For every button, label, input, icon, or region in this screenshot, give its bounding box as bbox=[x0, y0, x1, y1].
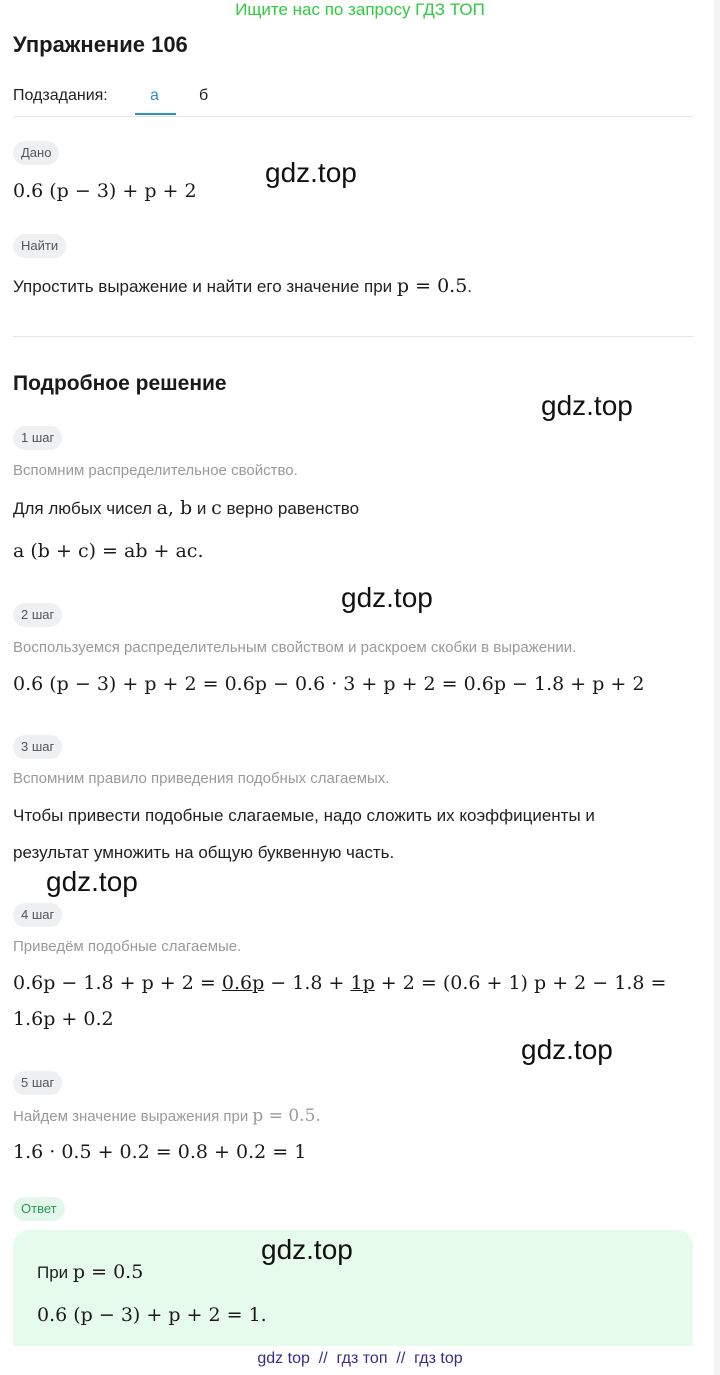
tab-subtask-a[interactable]: а bbox=[150, 87, 159, 104]
find-text-body: Упростить выражение и найти его значение при bbox=[13, 277, 393, 296]
find-text bbox=[13, 275, 472, 297]
step-5-formula: 1.6 · 0.5 + 0.2 = 0.8 + 0.2 = 1 bbox=[13, 1141, 307, 1163]
given-chip: Дано bbox=[13, 141, 59, 165]
step-1-and: и bbox=[196, 499, 207, 518]
watermark: gdz.top bbox=[341, 582, 433, 613]
promo-banner[interactable]: Ищите нас по запросу ГДЗ ТОП bbox=[235, 0, 485, 19]
section-divider bbox=[13, 336, 693, 337]
step-4-part-c: + 2 = (0.6 + 1) p + 2 − 1.8 = bbox=[380, 972, 667, 994]
step-4-formula-line-2: 1.6p + 0.2 bbox=[13, 1008, 114, 1030]
step-5-hint-math: p = 0.5. bbox=[252, 1106, 321, 1126]
step-5-hint bbox=[13, 1106, 321, 1126]
watermark: gdz.top bbox=[541, 390, 633, 421]
step-4-underlined-term-1: 0.6p bbox=[221, 972, 265, 994]
step-1-hint: Вспомним распределительное свойство. bbox=[13, 462, 298, 479]
step-4-formula-line-1 bbox=[13, 972, 666, 994]
step-4-part-b: − 1.8 + bbox=[270, 972, 345, 994]
step-1-vars: a, b bbox=[156, 497, 193, 519]
watermark: gdz.top bbox=[46, 866, 138, 897]
step-1-var-c: c bbox=[211, 497, 222, 519]
step-2-chip: 2 шаг bbox=[13, 603, 62, 627]
given-expression: 0.6 (p − 3) + p + 2 bbox=[13, 180, 197, 202]
step-1-formula: a (b + c) = ab + ac. bbox=[13, 540, 204, 562]
answer-condition-line bbox=[37, 1261, 143, 1283]
answer-result: 0.6 (p − 3) + p + 2 = 1. bbox=[37, 1304, 267, 1326]
watermark: gdz.top bbox=[261, 1234, 353, 1265]
find-condition: p = 0.5 bbox=[396, 275, 468, 297]
solution-title: Подробное решение bbox=[13, 372, 227, 395]
answer-prefix: При bbox=[37, 1263, 69, 1282]
tab-subtask-b[interactable]: б bbox=[199, 87, 209, 104]
step-3-chip: 3 шаг bbox=[13, 735, 62, 759]
step-3-hint: Вспомним правило приведения подобных слагаемых. bbox=[13, 770, 390, 787]
active-tab-indicator bbox=[135, 113, 176, 115]
page-title: Упражнение 106 bbox=[13, 32, 188, 57]
step-2-hint: Воспользуемся распределительным свойством и раскроем скобки в выражении. bbox=[13, 639, 577, 656]
scrollbar-track[interactable] bbox=[714, 0, 720, 1375]
answer-condition: p = 0.5 bbox=[72, 1261, 144, 1283]
step-1-chip: 1 шаг bbox=[13, 426, 62, 450]
step-3-line-2: результат умножить на общую буквенную часть. bbox=[13, 843, 395, 862]
watermark: gdz.top bbox=[521, 1034, 613, 1065]
step-3-line-1: Чтобы привести подобные слагаемые, надо сложить их коэффициенты и bbox=[13, 806, 595, 825]
footer-links[interactable]: gdz top // гдз топ // гдз top bbox=[257, 1350, 463, 1367]
answer-chip: Ответ bbox=[13, 1197, 65, 1221]
step-5-chip: 5 шаг bbox=[13, 1071, 62, 1095]
tabs-divider bbox=[13, 116, 693, 117]
step-5-hint-text: Найдем значение выражения при bbox=[13, 1108, 249, 1125]
answer-box bbox=[13, 1230, 693, 1346]
watermark: gdz.top bbox=[265, 157, 357, 188]
step-1-text bbox=[13, 497, 359, 519]
step-4-chip: 4 шаг bbox=[13, 903, 62, 927]
step-1-text-before: Для любых чисел bbox=[13, 499, 152, 518]
find-chip: Найти bbox=[13, 234, 66, 258]
step-4-part-a: 0.6p − 1.8 + p + 2 = bbox=[13, 972, 216, 994]
step-4-underlined-term-2: 1p bbox=[350, 972, 375, 994]
find-end: . bbox=[467, 277, 473, 296]
step-2-formula: 0.6 (p − 3) + p + 2 = 0.6p − 0.6 · 3 + p + 2 = 0.6p − 1.8 + p + 2 bbox=[13, 673, 645, 695]
subtasks-label: Подзадания: bbox=[13, 87, 108, 104]
step-4-hint: Приведём подобные слагаемые. bbox=[13, 938, 242, 955]
step-1-text-after: верно равенство bbox=[226, 499, 360, 518]
